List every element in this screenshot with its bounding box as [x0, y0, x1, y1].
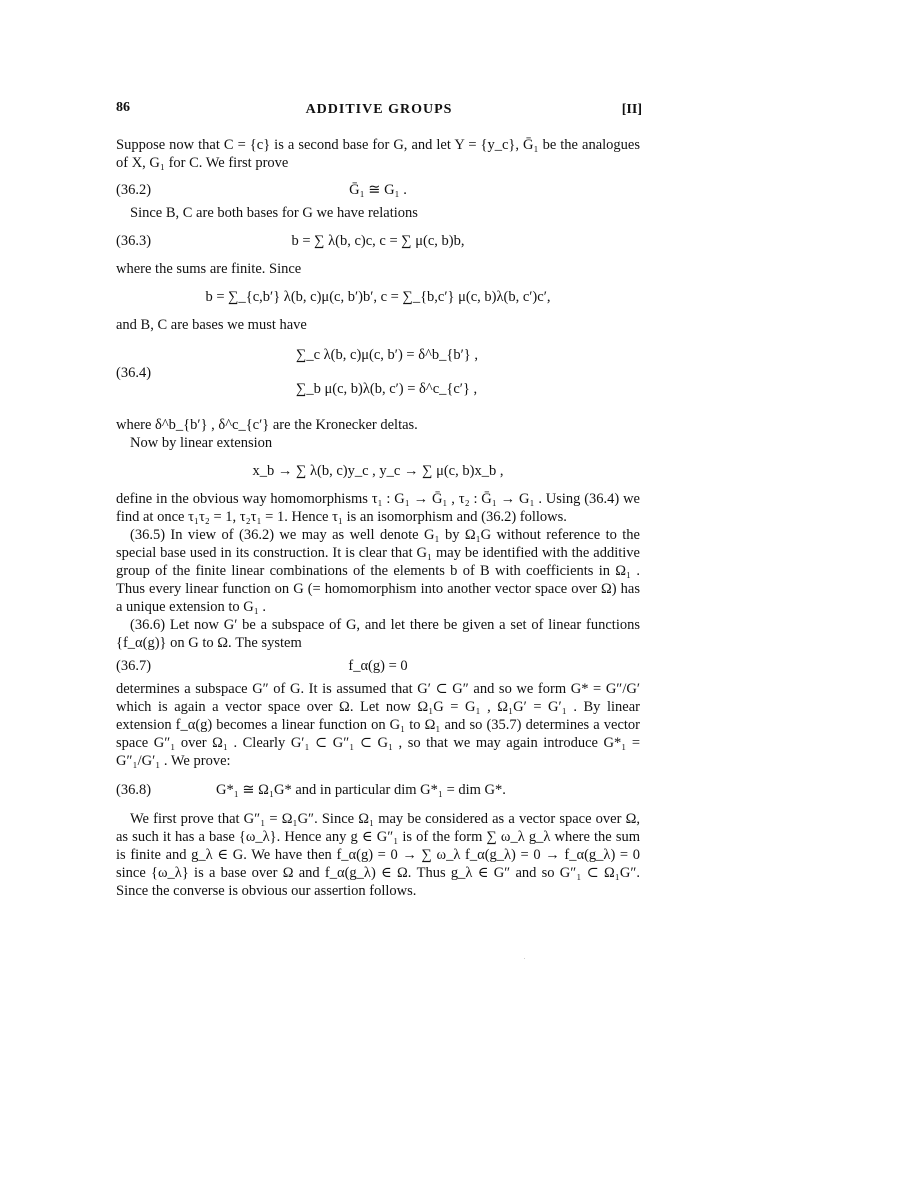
equation-number: (36.4) — [116, 365, 152, 381]
equation-system — [296, 338, 478, 406]
paragraph-finite-sums: where the sums are finite. Since — [116, 261, 302, 277]
paragraph-kronecker: where δ^b_{b′} , δ^c_{c′} are the Kronecker deltas. — [116, 417, 418, 433]
equation-body: G*₁ ≅ Ω₁G* and in particular dim G*₁ = dim G*. — [216, 782, 506, 798]
paragraph-linear-extension: Now by linear extension — [130, 435, 273, 451]
paragraph-36-6: (36.6) Let now G′ be a subspace of G, and let there be given a set of linear functions {f_α(g)} on G to Ω. The system — [116, 617, 640, 651]
equation-extension: x_b → ∑ λ(b, c)y_c , y_c → ∑ μ(c, b)x_b , — [252, 463, 504, 479]
paragraph-base-c: Suppose now that C = {c} is a second base for G, and let Y = {y_c}, Ḡ₁ be the analogues of X, G₁ for C. We first prove — [116, 137, 640, 171]
scan-speck — [524, 958, 525, 959]
equation-36-4 — [116, 334, 640, 416]
paragraph-proof: We first prove that G″₁ = Ω₁G″. Since Ω₁ may be considered as a vector space over Ω, as such it has a base {ω_λ}. Hence any g ∈ G″₁ is of the form ∑ ω_λ g_λ where the sum is finite and g_λ ∈ G. We have then f_α(g) = 0 → ∑ ω_λ f_α(g_λ) = 0 → f_α(g_λ) = 0 since {ω_λ} is a base over Ω and f_α(g_λ) ∈ Ω. Thus g_λ ∈ G″ and so G″₁ ⊂ Ω₁G″. Since the converse is obvious our assertion follows. — [116, 811, 640, 899]
equation-body: Ḡ₁ ≅ G₁ . — [349, 182, 407, 198]
equation-number: (36.7) — [116, 658, 152, 674]
paragraph-homomorphisms: define in the obvious way homomorphisms τ₁ : G₁ → Ḡ₁ , τ₂ : Ḡ₁ → G₁ . Using (36.4) we find at once τ₁τ₂ = 1, τ₂τ₁ = 1. Hence τ₁ is an isomorphism and (36.2) follows. — [116, 491, 640, 525]
equation-line-1: ∑_c λ(b, c)μ(c, b′) = δ^b_{b′} , — [296, 347, 478, 363]
equation-36-7 — [116, 652, 640, 680]
running-header — [116, 100, 642, 122]
paragraph-relations: Since B, C are both bases for G we have relations — [130, 205, 418, 221]
equation-number: (36.3) — [116, 233, 152, 249]
equation-36-8 — [116, 776, 640, 804]
equation-body: b = ∑ λ(b, c)c, c = ∑ μ(c, b)b, — [291, 233, 465, 249]
equation-36-3 — [116, 222, 640, 260]
equation-body: f_α(g) = 0 — [348, 658, 408, 674]
paragraph-36-5: (36.5) In view of (36.2) we may as well denote G₁ by Ω₁G without reference to the special base used in its construction. It is clear that G₁ may be identified with the additive group of the finite linear combinations of the elements b of B with coefficients in Ω₁ . Thus every linear function on G (= homomorphism into another vector space over Ω) has a unique extension to G₁ . — [116, 527, 640, 615]
paragraph-subspace: determines a subspace G″ of G. It is assumed that G′ ⊂ G″ and so we form G* = G″/G′ which is again a vector space over Ω. Let now Ω₁G = G₁ , Ω₁G′ = G′₁ . By linear extension f_α(g) becomes a linear function on G₁ to Ω₁ and so (35.7) determines a vector space G″₁ over Ω₁ . Clearly G′₁ ⊂ G″₁ ⊂ G₁ , so that we may again introduce G*₁ = G″₁/G′₁ . We prove: — [116, 681, 640, 769]
section-marker: [II] — [621, 102, 642, 117]
page-body — [116, 136, 640, 900]
running-title: ADDITIVE GROUPS — [305, 102, 453, 117]
equation-line-2: ∑_b μ(c, b)λ(b, c′) = δ^c_{c′} , — [296, 381, 478, 397]
page-number: 86 — [116, 100, 130, 115]
equation-substitution: b = ∑_{c,b′} λ(b, c)μ(c, b′)b′, c = ∑_{b,c′} μ(c, b)λ(b, c′)c′, — [205, 289, 551, 305]
paragraph-bases: and B, C are bases we must have — [116, 317, 307, 333]
equation-36-2 — [116, 176, 640, 204]
equation-number: (36.2) — [116, 182, 152, 198]
equation-number: (36.8) — [116, 782, 152, 798]
